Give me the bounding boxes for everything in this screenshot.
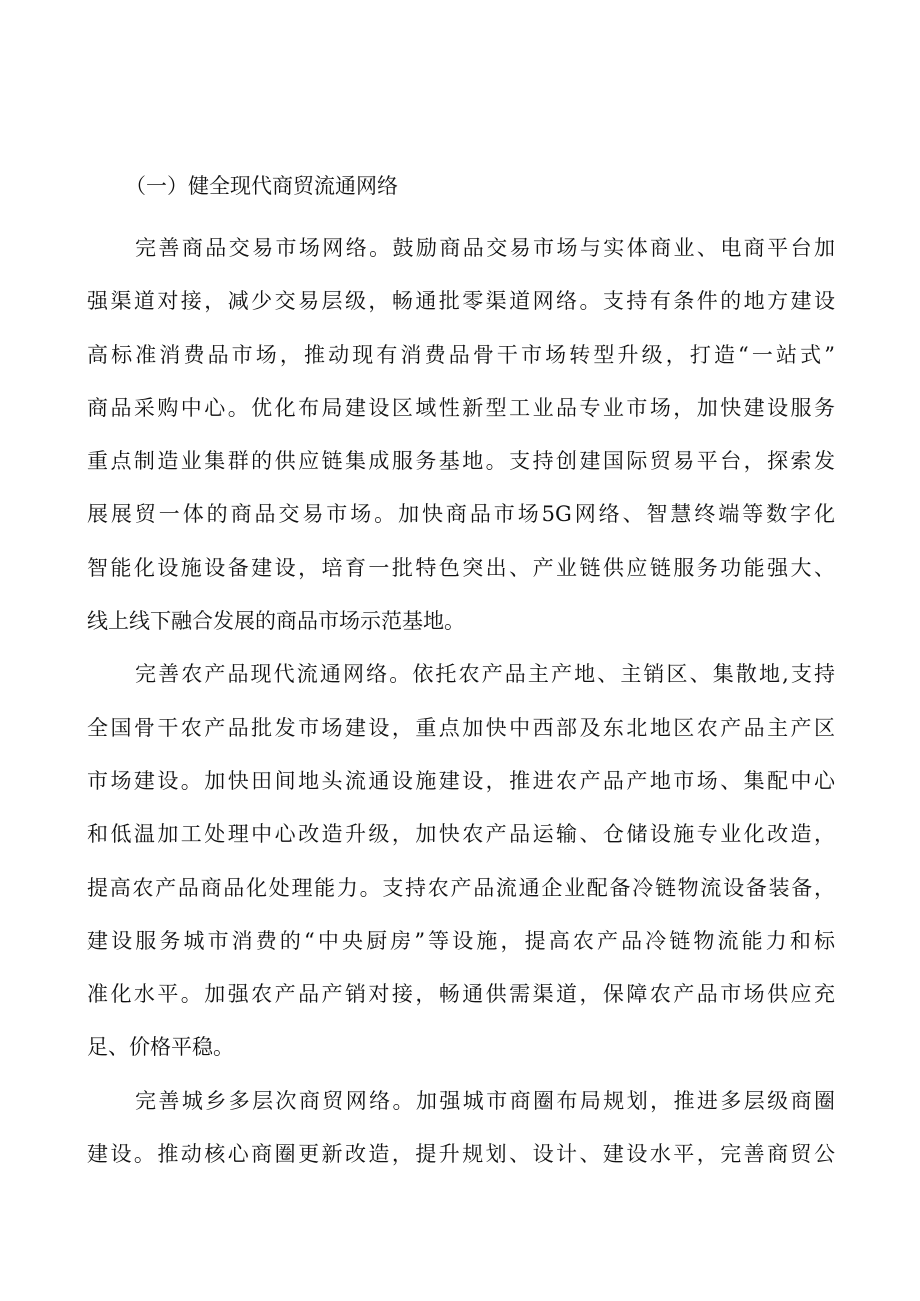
paragraph [87,1075,835,1182]
paragraph-line: 市场建设。加快田间地头流通设施建设，推进农产品产地市场、集配中心 [87,768,835,793]
paragraph-line: 展展贸一体的商品交易市场。加快商品市场5G网络、智慧终端等数字化 [87,502,835,527]
paragraph-line: 足、价格平稳。 [87,1035,234,1060]
paragraph-line: 线上线下融合发展的商品市场示范基地。 [87,609,465,634]
paragraph-line: 准化水平。加强农产品产销对接，畅通供需渠道，保障农产品市场供应充 [87,982,835,1007]
paragraph-line: 高标准消费品市场，推动现有消费品骨干市场转型升级，打造“一站式” [87,342,835,367]
paragraph-line: 建设。推动核心商圈更新改造，提升规划、设计、建设水平，完善商贸公 [87,1142,835,1167]
document-page [87,168,835,1181]
paragraph-line: 提高农产品商品化处理能力。支持农产品流通企业配备冷链物流设备装备， [87,875,835,900]
paragraph-line: 完善城乡多层次商贸网络。加强城市商圈布局规划，推进多层级商圈 [135,1088,835,1113]
paragraph-line: 建设服务城市消费的“中央厨房”等设施，提高农产品冷链物流能力和标 [87,928,835,953]
paragraph-line: 全国骨干农产品批发市场建设，重点加快中西部及东北地区农产品主产区 [87,715,835,740]
paragraph [87,648,835,1074]
paragraph-line: 和低温加工处理中心改造升级，加快农产品运输、仓储设施专业化改造， [87,822,835,847]
document-body [87,222,835,1181]
paragraph-line: 智能化设施设备建设，培育一批特色突出、产业链供应链服务功能强大、 [87,555,835,580]
section-heading: （一）健全现代商贸流通网络 [125,174,398,198]
paragraph-line: 完善商品交易市场网络。鼓励商品交易市场与实体商业、电商平台加 [135,236,835,260]
paragraph-line: 重点制造业集群的供应链集成服务基地。支持创建国际贸易平台，探索发 [87,449,835,474]
paragraph [87,222,835,648]
paragraph-line: 完善农产品现代流通网络。依托农产品主产地、主销区、集散地,支持 [135,662,835,687]
paragraph-line: 强渠道对接，减少交易层级，畅通批零渠道网络。支持有条件的地方建设 [87,289,835,314]
paragraph-line: 商品采购中心。优化布局建设区域性新型工业品专业市场，加快建设服务 [87,395,835,420]
